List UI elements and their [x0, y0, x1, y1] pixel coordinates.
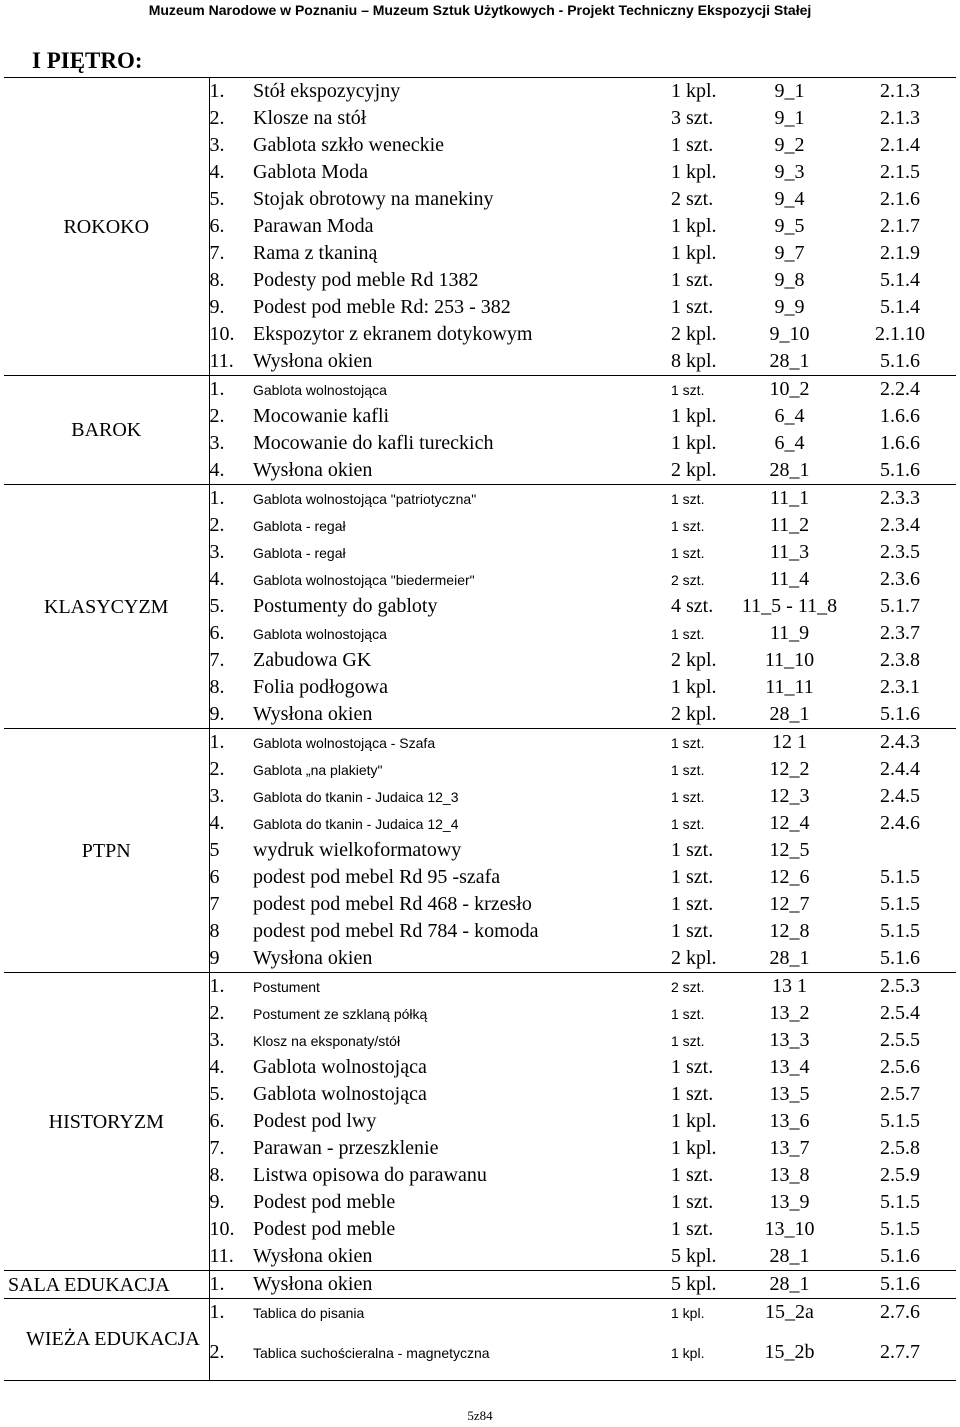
item-name: Wysłona okien — [253, 457, 671, 485]
table-row — [4, 485, 956, 513]
item-number: 8. — [209, 676, 225, 698]
item-reference: 5.1.6 — [844, 945, 956, 973]
item-quantity: 1 kpl. — [671, 405, 717, 427]
item-quantity: 1 szt. — [671, 1032, 705, 1049]
item-code: 28_1 — [735, 348, 844, 376]
item-number: 5. — [209, 595, 225, 617]
item-name: Wysłona okien — [253, 701, 671, 729]
item-number: 3. — [209, 134, 225, 156]
item-reference: 2.1.6 — [880, 188, 921, 210]
item-code: 9_7 — [774, 242, 805, 264]
item-number: 1. — [209, 80, 225, 102]
item-code: 13_7 — [769, 1137, 810, 1159]
item-code: 9_1 — [774, 107, 805, 129]
item-code: 15_2b — [735, 1326, 844, 1380]
item-reference: 5.1.6 — [844, 457, 956, 485]
item-number: 4. — [209, 568, 225, 590]
item-name: Gablota wolnostojąca - Szafa — [253, 734, 436, 751]
item-reference: 2.7.7 — [844, 1326, 956, 1380]
floor-title-row — [4, 44, 956, 78]
item-code: 28_1 — [735, 457, 844, 485]
item-quantity: 5 kpl. — [671, 1243, 735, 1271]
item-number: 2. — [209, 758, 225, 780]
item-reference: 2.1.5 — [880, 161, 921, 183]
table-row — [4, 376, 956, 404]
item-number: 4. — [209, 812, 225, 834]
item-code: 13_8 — [769, 1164, 810, 1186]
item-name: Gablota - regał — [253, 517, 346, 534]
item-code: 11_4 — [769, 568, 810, 590]
item-code: 9_8 — [774, 269, 805, 291]
item-quantity: 1 szt. — [671, 761, 705, 778]
item-number: 7 — [209, 893, 220, 915]
item-code: 11_10 — [764, 649, 815, 671]
item-number: 1. — [209, 487, 225, 509]
item-name: podest pod mebel Rd 95 -szafa — [253, 866, 501, 888]
item-quantity: 1 szt. — [671, 788, 705, 805]
item-name: Gablota - regał — [253, 544, 346, 561]
item-number: 7. — [209, 649, 225, 671]
equipment-table-body — [4, 44, 956, 1380]
item-quantity: 1 kpl. — [671, 676, 717, 698]
item-name: Gablota Moda — [253, 161, 368, 183]
item-quantity: 1 kpl. — [671, 242, 717, 264]
item-quantity: 1 kpl. — [671, 1304, 705, 1321]
item-reference: 5.1.5 — [880, 893, 921, 915]
item-reference: 2.5.5 — [880, 1029, 921, 1051]
item-code: 12_5 — [769, 839, 810, 861]
item-number: 1. — [209, 975, 225, 997]
section-label-wieża-edukacja: WIEŻA EDUKACJA — [4, 1299, 209, 1381]
item-quantity: 1 szt. — [671, 839, 714, 861]
table-row — [4, 78, 956, 106]
item-name: Postument — [253, 978, 320, 995]
item-number: 8. — [209, 269, 225, 291]
table-row — [4, 1299, 956, 1327]
item-name: wydruk wielkoformatowy — [253, 839, 462, 861]
item-name: Gablota „na plakiety" — [253, 761, 383, 778]
item-name: Podest pod meble — [253, 1218, 396, 1240]
section-label-historyzm: HISTORYZM — [4, 973, 209, 1271]
item-code: 9_9 — [774, 296, 805, 318]
item-number: 4. — [209, 1056, 225, 1078]
item-reference: 5.1.5 — [880, 1110, 921, 1132]
item-reference: 2.4.4 — [880, 758, 921, 780]
item-name: Postumenty do gabloty — [253, 595, 438, 617]
item-code: 13_6 — [769, 1110, 810, 1132]
item-name: Parawan - przeszklenie — [253, 1137, 439, 1159]
item-quantity: 1 kpl. — [671, 1326, 735, 1380]
item-code: 28_1 — [735, 1271, 844, 1299]
item-name: Tablica suchościeralna - magnetyczna — [253, 1326, 671, 1380]
item-quantity: 1 szt. — [671, 1083, 714, 1105]
item-number: 10. — [209, 323, 235, 345]
section-label-rokoko: ROKOKO — [4, 78, 209, 376]
item-name: Wysłona okien — [253, 348, 671, 376]
item-quantity: 2 kpl. — [671, 945, 735, 973]
item-reference: 2.3.1 — [880, 676, 921, 698]
item-name: Gablota do tkanin - Judaica 12_3 — [253, 788, 459, 805]
item-quantity: 1 kpl. — [671, 161, 717, 183]
item-code: 9_5 — [774, 215, 805, 237]
item-code: 12_8 — [769, 920, 810, 942]
section-label-sala-edukacja: SALA EDUKACJA — [4, 1271, 209, 1299]
item-reference: 2.3.4 — [880, 514, 921, 536]
item-reference: 2.5.4 — [880, 1002, 921, 1024]
item-quantity: 2 kpl. — [671, 457, 735, 485]
item-quantity: 2 kpl. — [671, 649, 717, 671]
item-quantity: 1 szt. — [671, 381, 705, 398]
item-reference: 2.4.5 — [880, 785, 921, 807]
item-quantity: 1 kpl. — [671, 80, 717, 102]
item-name: Klosze na stół — [253, 107, 367, 129]
item-quantity: 2 kpl. — [671, 323, 717, 345]
item-code: 28_1 — [735, 945, 844, 973]
item-reference: 5.1.7 — [880, 595, 921, 617]
item-reference: 2.3.7 — [880, 622, 921, 644]
item-number: 8 — [209, 920, 220, 942]
item-quantity: 1 szt. — [671, 544, 705, 561]
item-reference: 2.1.4 — [880, 134, 921, 156]
equipment-table — [4, 44, 956, 1381]
item-name: podest pod mebel Rd 784 - komoda — [253, 920, 539, 942]
item-reference: 2.3.6 — [880, 568, 921, 590]
item-reference: 2.3.5 — [880, 541, 921, 563]
item-quantity: 1 szt. — [671, 893, 714, 915]
item-code: 13_3 — [769, 1029, 810, 1051]
item-name: Zabudowa GK — [253, 649, 372, 671]
item-quantity: 1 szt. — [671, 269, 714, 291]
item-quantity: 5 kpl. — [671, 1271, 735, 1299]
item-reference: 2.5.9 — [880, 1164, 921, 1186]
section-label-klasycyzm: KLASYCYZM — [4, 485, 209, 729]
item-reference: 5.1.5 — [880, 866, 921, 888]
floor-title-cell — [4, 44, 956, 78]
item-number: 5. — [209, 188, 225, 210]
floor-title: I PIĘTRO: — [32, 48, 143, 73]
table-row — [4, 729, 956, 757]
item-name: Gablota do tkanin - Judaica 12_4 — [253, 815, 459, 832]
item-code: 12 1 — [772, 731, 807, 753]
item-quantity: 1 szt. — [671, 920, 714, 942]
item-reference: 2.4.6 — [880, 812, 921, 834]
item-quantity: 1 szt. — [671, 296, 714, 318]
item-number: 6. — [209, 1110, 225, 1132]
item-code: 12_6 — [769, 866, 810, 888]
item-quantity: 1 szt. — [671, 1191, 714, 1213]
item-reference: 5.1.6 — [844, 348, 956, 376]
item-reference: 5.1.6 — [844, 1243, 956, 1271]
document-header: Muzeum Narodowe w Poznaniu – Muzeum Sztuk Użytkowych - Projekt Techniczny Ekspozycji Stałej — [148, 2, 812, 18]
item-quantity: 1 szt. — [671, 1218, 714, 1240]
item-name: Postument ze szklaną półką — [253, 1005, 428, 1022]
item-number: 7. — [209, 242, 225, 264]
item-name: Tablica do pisania — [253, 1304, 365, 1321]
item-number: 2. — [209, 107, 225, 129]
item-name: Gablota wolnostojąca — [253, 625, 387, 642]
item-code: 6_4 — [774, 432, 805, 454]
item-code: 12_3 — [769, 785, 810, 807]
item-number: 8. — [209, 1164, 225, 1186]
item-reference: 2.3.3 — [880, 487, 921, 509]
item-name: Wysłona okien — [253, 1271, 671, 1299]
item-name: Podest pod lwy — [253, 1110, 377, 1132]
item-quantity: 1 kpl. — [671, 432, 717, 454]
item-code: 9_3 — [774, 161, 805, 183]
item-name: Podesty pod meble Rd 1382 — [253, 269, 479, 291]
item-code: 11_3 — [769, 541, 810, 563]
item-number: 2. — [209, 1326, 253, 1380]
item-name: Gablota wolnostojąca "biedermeier" — [253, 571, 475, 588]
item-name: Gablota wolnostojąca "patriotyczna" — [253, 490, 477, 507]
item-code: 11_2 — [769, 514, 810, 536]
item-reference: 2.5.7 — [880, 1083, 921, 1105]
item-reference: 2.3.8 — [880, 649, 921, 671]
item-name: Rama z tkaniną — [253, 242, 378, 264]
item-name: Gablota wolnostojąca — [253, 381, 387, 398]
item-code: 13 1 — [772, 975, 807, 997]
item-number: 9. — [209, 701, 253, 729]
item-name: Mocowanie do kafli tureckich — [253, 432, 494, 454]
item-number: 9 — [209, 945, 253, 973]
item-code: 13_2 — [769, 1002, 810, 1024]
item-code: 28_1 — [735, 701, 844, 729]
item-reference: 5.1.5 — [880, 1191, 921, 1213]
item-reference: 5.1.4 — [880, 296, 921, 318]
section-label-barok: BAROK — [4, 376, 209, 485]
item-reference: 2.1.9 — [880, 242, 921, 264]
item-code: 10_2 — [769, 378, 810, 400]
item-quantity: 2 szt. — [671, 571, 705, 588]
item-number: 3. — [209, 785, 225, 807]
item-code: 12_7 — [769, 893, 810, 915]
item-reference: 2.7.6 — [880, 1301, 921, 1323]
item-name: Ekspozytor z ekranem dotykowym — [253, 323, 533, 345]
item-number: 5 — [209, 839, 220, 861]
item-reference: 5.1.6 — [844, 1271, 956, 1299]
item-quantity: 1 szt. — [671, 490, 705, 507]
item-name: Parawan Moda — [253, 215, 374, 237]
item-name: Klosz na eksponaty/stół — [253, 1032, 401, 1049]
item-reference: 5.1.4 — [880, 269, 921, 291]
item-code: 9_1 — [774, 80, 805, 102]
section-label-ptpn: PTPN — [4, 729, 209, 973]
item-code: 9_2 — [774, 134, 805, 156]
item-name: Folia podłogowa — [253, 676, 388, 698]
item-quantity: 4 szt. — [671, 595, 714, 617]
item-reference — [844, 837, 956, 864]
item-number: 2. — [209, 1002, 225, 1024]
item-reference: 5.1.6 — [844, 701, 956, 729]
item-code: 13_4 — [769, 1056, 810, 1078]
item-quantity: 1 szt. — [671, 866, 714, 888]
item-number: 1. — [209, 1301, 225, 1323]
item-code: 11_11 — [765, 676, 814, 698]
item-number: 11. — [209, 1243, 253, 1271]
item-code: 13_10 — [764, 1218, 815, 1240]
item-number: 1. — [209, 731, 225, 753]
item-quantity: 2 szt. — [671, 188, 714, 210]
item-number: 7. — [209, 1137, 225, 1159]
item-quantity: 1 kpl. — [671, 1137, 717, 1159]
item-code: 12_4 — [769, 812, 810, 834]
item-reference: 2.1.3 — [880, 80, 921, 102]
item-number: 9. — [209, 296, 225, 318]
item-quantity: 1 szt. — [671, 1164, 714, 1186]
item-quantity: 1 szt. — [671, 134, 714, 156]
item-name: Gablota wolnostojąca — [253, 1056, 427, 1078]
item-reference: 2.5.8 — [880, 1137, 921, 1159]
item-code: 9_10 — [769, 323, 810, 345]
item-quantity: 2 kpl. — [671, 701, 735, 729]
item-quantity: 2 szt. — [671, 978, 705, 995]
item-quantity: 1 szt. — [671, 815, 705, 832]
item-code: 12_2 — [769, 758, 810, 780]
item-quantity: 1 kpl. — [671, 1110, 717, 1132]
item-name: Wysłona okien — [253, 945, 671, 973]
item-reference: 5.1.5 — [880, 1218, 921, 1240]
item-reference: 2.1.7 — [880, 215, 921, 237]
item-quantity: 1 szt. — [671, 517, 705, 534]
item-name: Stół ekspozycyjny — [253, 80, 401, 102]
item-quantity: 3 szt. — [671, 107, 714, 129]
table-row — [4, 1271, 956, 1299]
item-number: 5. — [209, 1083, 225, 1105]
item-number: 6 — [209, 866, 220, 888]
item-name: Wysłona okien — [253, 1243, 671, 1271]
item-quantity: 8 kpl. — [671, 348, 735, 376]
item-quantity: 1 szt. — [671, 1005, 705, 1022]
item-reference: 5.1.5 — [880, 920, 921, 942]
item-number: 4. — [209, 457, 253, 485]
item-number: 3. — [209, 432, 225, 454]
item-name: Gablota szkło weneckie — [253, 134, 445, 156]
item-reference: 2.5.3 — [880, 975, 921, 997]
item-code: 15_2a — [765, 1301, 814, 1323]
item-quantity: 1 kpl. — [671, 215, 717, 237]
item-code: 9_4 — [774, 188, 805, 210]
item-code: 11_5 - 11_8 — [741, 595, 838, 617]
item-code: 6_4 — [774, 405, 805, 427]
table-row — [4, 973, 956, 1001]
item-number: 6. — [209, 622, 225, 644]
item-number: 6. — [209, 215, 225, 237]
item-code: 13_5 — [769, 1083, 810, 1105]
item-number: 2. — [209, 514, 225, 536]
item-number: 1. — [209, 378, 225, 400]
item-number: 2. — [209, 405, 225, 427]
item-name: Listwa opisowa do parawanu — [253, 1164, 487, 1186]
item-number: 3. — [209, 541, 225, 563]
item-name: Stojak obrotowy na manekiny — [253, 188, 494, 210]
item-number: 3. — [209, 1029, 225, 1051]
item-reference: 2.5.6 — [880, 1056, 921, 1078]
item-quantity: 1 szt. — [671, 734, 705, 751]
item-code: 13_9 — [769, 1191, 810, 1213]
item-reference: 2.1.3 — [880, 107, 921, 129]
item-number: 10. — [209, 1218, 235, 1240]
item-name: Mocowanie kafli — [253, 405, 390, 427]
item-reference: 1.6.6 — [880, 405, 921, 427]
item-code: 28_1 — [735, 1243, 844, 1271]
item-code: 11_9 — [769, 622, 810, 644]
item-number: 9. — [209, 1191, 225, 1213]
item-number: 1. — [209, 1271, 253, 1299]
item-reference: 2.2.4 — [880, 378, 921, 400]
item-number: 4. — [209, 161, 225, 183]
item-name: Gablota wolnostojąca — [253, 1083, 427, 1105]
item-reference: 2.4.3 — [880, 731, 921, 753]
item-reference: 2.1.10 — [875, 323, 926, 345]
item-name: Podest pod meble Rd: 253 - 382 — [253, 296, 511, 318]
item-name: Podest pod meble — [253, 1191, 396, 1213]
item-number: 11. — [209, 348, 253, 376]
item-code: 11_1 — [769, 487, 810, 509]
item-reference: 1.6.6 — [880, 432, 921, 454]
item-quantity: 1 szt. — [671, 625, 705, 642]
item-name: podest pod mebel Rd 468 - krzesło — [253, 893, 532, 915]
page-number: 5z84 — [467, 1408, 493, 1423]
item-quantity: 1 szt. — [671, 1056, 714, 1078]
